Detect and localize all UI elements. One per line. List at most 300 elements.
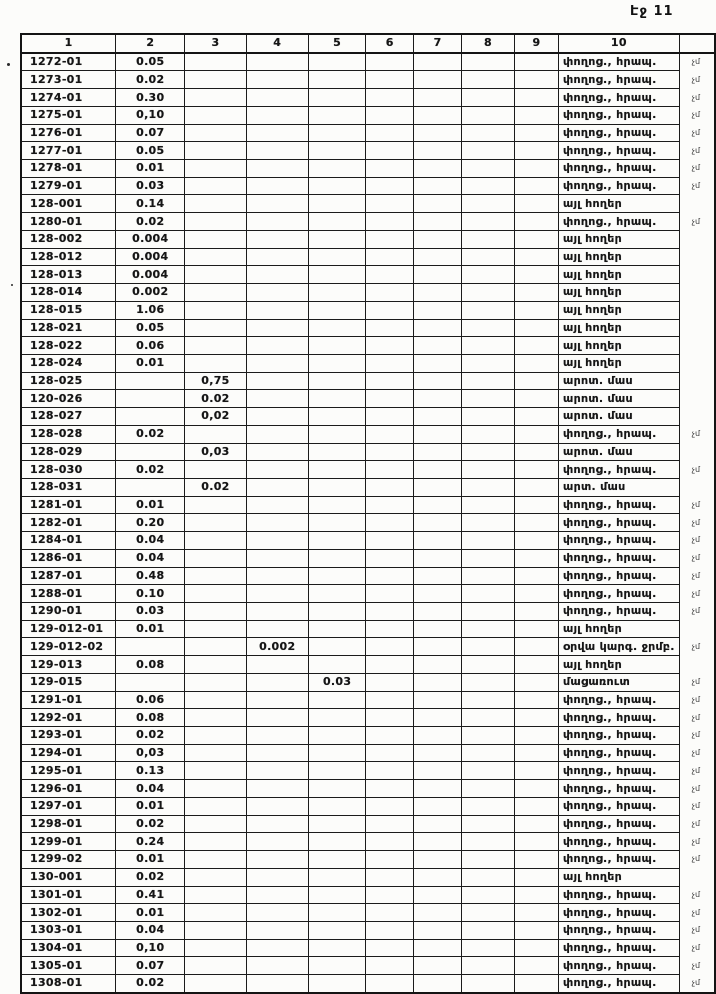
cell-col4 xyxy=(246,160,308,178)
cell-col8 xyxy=(462,71,515,89)
margin-mark: չմ xyxy=(691,677,701,687)
cell-col4 xyxy=(246,762,308,780)
cell-col5 xyxy=(308,868,365,886)
cell-col6 xyxy=(366,372,414,390)
cell-col5 xyxy=(308,656,365,674)
cell-parcel-id: 128-022 xyxy=(21,337,116,355)
cell-col8 xyxy=(462,514,515,532)
cell-col5 xyxy=(308,390,365,408)
margin-mark: չմ xyxy=(691,641,701,651)
cell-col8 xyxy=(462,408,515,426)
table-row xyxy=(21,160,715,178)
margin-mark: չմ xyxy=(691,801,701,811)
table-row xyxy=(21,372,715,390)
cell-col9 xyxy=(514,603,558,621)
margin-mark: չմ xyxy=(691,92,701,102)
cell-col4 xyxy=(246,390,308,408)
cell-col3 xyxy=(185,213,246,231)
cell-land-use: փողոց., հրապ. xyxy=(558,603,679,621)
column-header-3: 3 xyxy=(185,34,246,53)
cell-col4 xyxy=(246,496,308,514)
cell-col5: 0.03 xyxy=(308,673,365,691)
cell-col4 xyxy=(246,656,308,674)
cell-col7 xyxy=(414,904,462,922)
cell-col8 xyxy=(462,780,515,798)
cell-col3 xyxy=(185,124,246,142)
cell-col3 xyxy=(185,904,246,922)
table-row xyxy=(21,89,715,107)
cell-col5 xyxy=(308,549,365,567)
cell-col5 xyxy=(308,975,365,993)
cell-parcel-id: 128-027 xyxy=(21,408,116,426)
margin-mark: չմ xyxy=(691,836,701,846)
cell-col7 xyxy=(414,833,462,851)
cell-col9 xyxy=(514,957,558,975)
cell-col8 xyxy=(462,975,515,993)
cell-col3: 0.02 xyxy=(185,478,246,496)
cell-col6 xyxy=(366,89,414,107)
cell-col2: 0.004 xyxy=(116,266,185,284)
cell-col5 xyxy=(308,53,365,71)
cell-col8 xyxy=(462,815,515,833)
cell-col6 xyxy=(366,71,414,89)
cell-col6 xyxy=(366,390,414,408)
cell-col7 xyxy=(414,975,462,993)
margin-mark: չմ xyxy=(691,216,701,226)
cell-col7 xyxy=(414,744,462,762)
cell-col2: 0.02 xyxy=(116,815,185,833)
cell-land-use: այլ հողեր xyxy=(558,620,679,638)
cell-col5 xyxy=(308,709,365,727)
cell-col5 xyxy=(308,478,365,496)
cell-parcel-id: 1275-01 xyxy=(21,106,116,124)
cell-col4 xyxy=(246,744,308,762)
table-row xyxy=(21,106,715,124)
cell-col8 xyxy=(462,478,515,496)
cell-col9 xyxy=(514,815,558,833)
cell-col2 xyxy=(116,390,185,408)
cell-col6 xyxy=(366,53,414,71)
cell-col8 xyxy=(462,744,515,762)
cell-col2: 0.01 xyxy=(116,851,185,869)
table-row xyxy=(21,975,715,993)
margin-mark: չմ xyxy=(691,606,701,616)
cell-col5 xyxy=(308,195,365,213)
cell-parcel-id: 128-029 xyxy=(21,443,116,461)
cell-col7 xyxy=(414,620,462,638)
cell-col9 xyxy=(514,142,558,160)
cell-col4 xyxy=(246,266,308,284)
table-row xyxy=(21,443,715,461)
cell-col5 xyxy=(308,142,365,160)
cell-col4 xyxy=(246,71,308,89)
table-row xyxy=(21,53,715,71)
cell-parcel-id: 130-001 xyxy=(21,868,116,886)
margin-mark xyxy=(679,266,715,284)
column-header-5: 5 xyxy=(308,34,365,53)
margin-mark xyxy=(679,478,715,496)
cell-col7 xyxy=(414,727,462,745)
cadastre-table xyxy=(20,33,716,994)
cell-col2: 0.24 xyxy=(116,833,185,851)
cell-col6 xyxy=(366,195,414,213)
cell-land-use: փողոց., հրապ. xyxy=(558,514,679,532)
cell-col7 xyxy=(414,532,462,550)
cell-col4 xyxy=(246,284,308,302)
margin-mark xyxy=(679,868,715,886)
cell-col5 xyxy=(308,124,365,142)
cell-col6 xyxy=(366,248,414,266)
cell-col6 xyxy=(366,177,414,195)
cell-parcel-id: 1284-01 xyxy=(21,532,116,550)
cell-col7 xyxy=(414,585,462,603)
cell-col4 xyxy=(246,53,308,71)
cell-col6 xyxy=(366,904,414,922)
cell-col2: 0.08 xyxy=(116,656,185,674)
cell-land-use: փողոց., հրապ. xyxy=(558,160,679,178)
cell-col6 xyxy=(366,886,414,904)
cell-col6 xyxy=(366,957,414,975)
cell-col8 xyxy=(462,195,515,213)
cell-col8 xyxy=(462,301,515,319)
cell-col6 xyxy=(366,797,414,815)
cell-col7 xyxy=(414,354,462,372)
cell-col5 xyxy=(308,106,365,124)
cell-col7 xyxy=(414,248,462,266)
cell-land-use: փողոց., հրապ. xyxy=(558,549,679,567)
cell-col8 xyxy=(462,337,515,355)
cell-col4 xyxy=(246,975,308,993)
cell-col6 xyxy=(366,496,414,514)
cell-parcel-id: 128-021 xyxy=(21,319,116,337)
cell-col3 xyxy=(185,514,246,532)
cell-land-use: փողոց., հրապ. xyxy=(558,142,679,160)
cell-col2: 0.30 xyxy=(116,89,185,107)
cell-col3: 0.02 xyxy=(185,390,246,408)
cell-parcel-id: 1304-01 xyxy=(21,939,116,957)
cell-col9 xyxy=(514,656,558,674)
cell-parcel-id: 1299-02 xyxy=(21,851,116,869)
cell-col9 xyxy=(514,354,558,372)
cell-parcel-id: 1298-01 xyxy=(21,815,116,833)
cell-col8 xyxy=(462,762,515,780)
cell-col5 xyxy=(308,904,365,922)
cell-land-use: փողոց., հրապ. xyxy=(558,53,679,71)
cell-col4 xyxy=(246,620,308,638)
cell-parcel-id: 1308-01 xyxy=(21,975,116,993)
cell-col3: 0,03 xyxy=(185,443,246,461)
margin-mark: չմ xyxy=(691,765,701,775)
cell-col3 xyxy=(185,744,246,762)
cell-col9 xyxy=(514,673,558,691)
cell-col5 xyxy=(308,425,365,443)
page-number-label: Էջ 11 xyxy=(630,4,674,19)
cell-parcel-id: 1290-01 xyxy=(21,603,116,621)
cell-col5 xyxy=(308,921,365,939)
cell-land-use: այլ հողեր xyxy=(558,230,679,248)
cell-col9 xyxy=(514,160,558,178)
cell-col7 xyxy=(414,124,462,142)
cell-col8 xyxy=(462,142,515,160)
cell-land-use: փողոց., հրապ. xyxy=(558,425,679,443)
cell-col2: 0.01 xyxy=(116,160,185,178)
table-row xyxy=(21,478,715,496)
cell-land-use: այլ հողեր xyxy=(558,319,679,337)
margin-mark: չմ xyxy=(691,145,701,155)
cell-col8 xyxy=(462,709,515,727)
cell-col7 xyxy=(414,549,462,567)
cell-parcel-id: 1302-01 xyxy=(21,904,116,922)
cell-col6 xyxy=(366,301,414,319)
margin-mark: չմ xyxy=(691,907,701,917)
cell-col5 xyxy=(308,266,365,284)
margin-mark xyxy=(679,354,715,372)
cell-col7 xyxy=(414,301,462,319)
cell-col4 xyxy=(246,833,308,851)
cell-col3 xyxy=(185,425,246,443)
cell-col9 xyxy=(514,691,558,709)
table-row xyxy=(21,638,715,656)
cell-col7 xyxy=(414,461,462,479)
cell-land-use: փողոց., հրապ. xyxy=(558,815,679,833)
cell-land-use: փողոց., հրապ. xyxy=(558,727,679,745)
cell-col5 xyxy=(308,815,365,833)
cell-col6 xyxy=(366,727,414,745)
cell-col2: 0.02 xyxy=(116,213,185,231)
cell-land-use: օրվա կարգ. ջրմբ. xyxy=(558,638,679,656)
cell-col8 xyxy=(462,177,515,195)
cell-parcel-id: 1293-01 xyxy=(21,727,116,745)
cell-col6 xyxy=(366,620,414,638)
cell-col3 xyxy=(185,975,246,993)
cell-land-use: փողոց., հրապ. xyxy=(558,213,679,231)
cell-col3 xyxy=(185,797,246,815)
cell-land-use: փողոց., հրապ. xyxy=(558,532,679,550)
cell-col3 xyxy=(185,71,246,89)
cell-col8 xyxy=(462,53,515,71)
table-row xyxy=(21,425,715,443)
cell-parcel-id: 1277-01 xyxy=(21,142,116,160)
cell-parcel-id: 1294-01 xyxy=(21,744,116,762)
cell-parcel-id: 129-013 xyxy=(21,656,116,674)
column-header-4: 4 xyxy=(246,34,308,53)
margin-mark: չմ xyxy=(691,712,701,722)
cell-col9 xyxy=(514,443,558,461)
cell-land-use: այլ հողեր xyxy=(558,656,679,674)
cell-col7 xyxy=(414,425,462,443)
cell-col2: 0.01 xyxy=(116,496,185,514)
cell-col9 xyxy=(514,195,558,213)
cell-col5 xyxy=(308,886,365,904)
cell-col8 xyxy=(462,727,515,745)
margin-mark: չմ xyxy=(691,110,701,120)
cell-col8 xyxy=(462,160,515,178)
margin-mark: չմ xyxy=(691,889,701,899)
cell-col6 xyxy=(366,762,414,780)
margin-mark: չմ xyxy=(691,57,701,67)
cell-col2: 0.02 xyxy=(116,975,185,993)
table-row xyxy=(21,673,715,691)
cell-col7 xyxy=(414,106,462,124)
cell-col9 xyxy=(514,585,558,603)
margin-mark: չմ xyxy=(691,854,701,864)
margin-mark xyxy=(679,372,715,390)
cell-col3 xyxy=(185,106,246,124)
cell-col9 xyxy=(514,851,558,869)
cell-land-use: արոտ. մաս xyxy=(558,372,679,390)
cell-col8 xyxy=(462,656,515,674)
cell-col8 xyxy=(462,354,515,372)
cell-col7 xyxy=(414,71,462,89)
table-row xyxy=(21,301,715,319)
cell-col2: 0.01 xyxy=(116,620,185,638)
margin-mark xyxy=(679,337,715,355)
table-row xyxy=(21,549,715,567)
cell-col7 xyxy=(414,673,462,691)
cell-col4 xyxy=(246,532,308,550)
cell-col2: 0.03 xyxy=(116,603,185,621)
cell-col6 xyxy=(366,124,414,142)
margin-mark: չմ xyxy=(691,535,701,545)
cell-col4 xyxy=(246,780,308,798)
cell-col9 xyxy=(514,284,558,302)
cell-col3 xyxy=(185,939,246,957)
margin-mark: չմ xyxy=(691,464,701,474)
cell-col9 xyxy=(514,709,558,727)
cell-col6 xyxy=(366,213,414,231)
cell-col5 xyxy=(308,71,365,89)
cell-col2: 0.04 xyxy=(116,921,185,939)
table-row xyxy=(21,603,715,621)
table-row xyxy=(21,532,715,550)
cell-land-use: փողոց., հրապ. xyxy=(558,89,679,107)
cell-col2: 0.06 xyxy=(116,337,185,355)
cell-col2 xyxy=(116,443,185,461)
table-row xyxy=(21,886,715,904)
table-row xyxy=(21,567,715,585)
column-header-8: 8 xyxy=(462,34,515,53)
cell-parcel-id: 128-024 xyxy=(21,354,116,372)
cell-parcel-id: 1276-01 xyxy=(21,124,116,142)
cell-col7 xyxy=(414,797,462,815)
table-row xyxy=(21,904,715,922)
table-row xyxy=(21,921,715,939)
cell-land-use: այլ հողեր xyxy=(558,868,679,886)
cell-land-use: փողոց., հրապ. xyxy=(558,833,679,851)
cell-col3 xyxy=(185,585,246,603)
cell-parcel-id: 128-014 xyxy=(21,284,116,302)
cell-col6 xyxy=(366,142,414,160)
cell-col3 xyxy=(185,709,246,727)
table-row xyxy=(21,514,715,532)
cell-col5 xyxy=(308,620,365,638)
cell-col4 xyxy=(246,354,308,372)
table-row xyxy=(21,354,715,372)
cell-col9 xyxy=(514,975,558,993)
cell-col5 xyxy=(308,248,365,266)
cell-col7 xyxy=(414,851,462,869)
cell-col7 xyxy=(414,443,462,461)
cell-col9 xyxy=(514,372,558,390)
cell-col2: 0.04 xyxy=(116,532,185,550)
cell-col9 xyxy=(514,230,558,248)
cell-land-use: արոտ. մաս xyxy=(558,443,679,461)
cell-col8 xyxy=(462,921,515,939)
cell-col9 xyxy=(514,89,558,107)
cell-col7 xyxy=(414,496,462,514)
table-row xyxy=(21,390,715,408)
cell-col6 xyxy=(366,975,414,993)
cell-parcel-id: 1282-01 xyxy=(21,514,116,532)
cell-parcel-id: 1296-01 xyxy=(21,780,116,798)
cell-col5 xyxy=(308,762,365,780)
cell-col9 xyxy=(514,921,558,939)
cell-col7 xyxy=(414,408,462,426)
cell-col8 xyxy=(462,939,515,957)
cell-col8 xyxy=(462,673,515,691)
cell-col7 xyxy=(414,514,462,532)
cell-col3 xyxy=(185,319,246,337)
table-row xyxy=(21,957,715,975)
cell-col7 xyxy=(414,89,462,107)
cell-col6 xyxy=(366,425,414,443)
cell-col2: 0.01 xyxy=(116,904,185,922)
cell-col9 xyxy=(514,797,558,815)
cell-parcel-id: 1303-01 xyxy=(21,921,116,939)
cell-col6 xyxy=(366,691,414,709)
cell-col9 xyxy=(514,106,558,124)
cell-parcel-id: 129-015 xyxy=(21,673,116,691)
cell-col2: 1.06 xyxy=(116,301,185,319)
cell-col5 xyxy=(308,319,365,337)
cell-col3 xyxy=(185,496,246,514)
cell-col2: 0.05 xyxy=(116,53,185,71)
table-row xyxy=(21,461,715,479)
cell-col9 xyxy=(514,549,558,567)
cell-land-use: փողոց., հրապ. xyxy=(558,939,679,957)
cell-land-use: արտ. մաս xyxy=(558,478,679,496)
margin-mark xyxy=(679,319,715,337)
cell-col2: 0.04 xyxy=(116,780,185,798)
cell-col3 xyxy=(185,266,246,284)
cell-col6 xyxy=(366,656,414,674)
cell-col2: 0,10 xyxy=(116,939,185,957)
cell-col6 xyxy=(366,673,414,691)
cell-parcel-id: 1281-01 xyxy=(21,496,116,514)
cell-parcel-id: 1291-01 xyxy=(21,691,116,709)
table-row xyxy=(21,248,715,266)
cell-col6 xyxy=(366,478,414,496)
cell-col2: 0.05 xyxy=(116,142,185,160)
cell-parcel-id: 120-026 xyxy=(21,390,116,408)
cell-col7 xyxy=(414,957,462,975)
cell-parcel-id: 128-002 xyxy=(21,230,116,248)
margin-mark xyxy=(679,656,715,674)
margin-mark: չմ xyxy=(691,978,701,988)
cell-col3 xyxy=(185,354,246,372)
table-row xyxy=(21,744,715,762)
cell-col5 xyxy=(308,408,365,426)
cell-col3 xyxy=(185,638,246,656)
cell-col5 xyxy=(308,744,365,762)
cell-col4 xyxy=(246,585,308,603)
table-row xyxy=(21,727,715,745)
cell-col5 xyxy=(308,797,365,815)
cell-col8 xyxy=(462,797,515,815)
cell-col2: 0.02 xyxy=(116,71,185,89)
cell-parcel-id: 128-012 xyxy=(21,248,116,266)
margin-mark xyxy=(679,390,715,408)
